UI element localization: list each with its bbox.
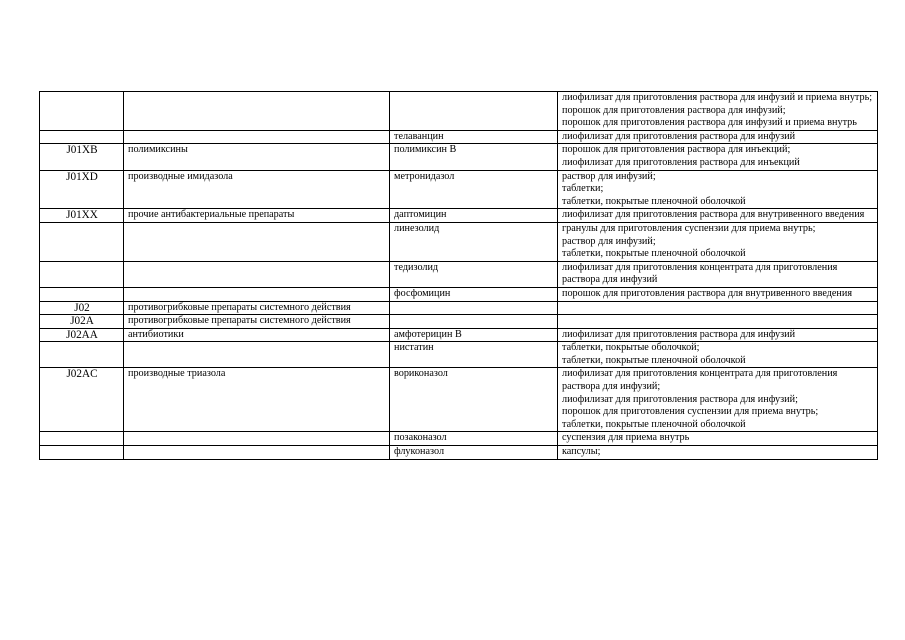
- substance-cell: амфотерицин В: [390, 328, 558, 342]
- group-name-cell: полимиксины: [124, 144, 390, 170]
- atc-code-cell: [40, 432, 124, 446]
- substance-cell: [390, 301, 558, 315]
- table-row: [40, 315, 878, 329]
- group-name-cell: производные триазола: [124, 368, 390, 432]
- substance-cell: полимиксин В: [390, 144, 558, 170]
- atc-code-cell: J01XB: [40, 144, 124, 170]
- atc-code-cell: [40, 446, 124, 460]
- table-row: [40, 446, 878, 460]
- table-row: [40, 287, 878, 301]
- group-name-cell: [124, 342, 390, 368]
- substance-cell: [390, 315, 558, 329]
- group-name-cell: антибиотики: [124, 328, 390, 342]
- table-row: [40, 261, 878, 287]
- dosage-forms-cell: порошок для приготовления раствора для внутривенного введения: [558, 287, 878, 301]
- table-row: [40, 432, 878, 446]
- substance-cell: тедизолид: [390, 261, 558, 287]
- atc-code-cell: J02A: [40, 315, 124, 329]
- atc-code-cell: [40, 130, 124, 144]
- substance-cell: позаконазол: [390, 432, 558, 446]
- atc-code-cell: [40, 342, 124, 368]
- group-name-cell: противогрибковые препараты системного действия: [124, 301, 390, 315]
- atc-code-cell: J02AA: [40, 328, 124, 342]
- substance-cell: нистатин: [390, 342, 558, 368]
- substance-cell: даптомицин: [390, 209, 558, 223]
- table-row: [40, 144, 878, 170]
- atc-code-cell: J01XD: [40, 170, 124, 209]
- group-name-cell: противогрибковые препараты системного действия: [124, 315, 390, 329]
- dosage-forms-cell: лиофилизат для приготовления раствора для инфузий и приема внутрь; порошок для приготовления раствора для инфузий; порошок для приготовления раствора для инфузий и приема внутрь: [558, 92, 878, 131]
- table-row: [40, 301, 878, 315]
- group-name-cell: [124, 130, 390, 144]
- group-name-cell: прочие антибактериальные препараты: [124, 209, 390, 223]
- dosage-forms-cell: раствор для инфузий; таблетки; таблетки, покрытые пленочной оболочкой: [558, 170, 878, 209]
- group-name-cell: [124, 287, 390, 301]
- dosage-forms-cell: суспензия для приема внутрь: [558, 432, 878, 446]
- atc-code-cell: [40, 222, 124, 261]
- atc-code-cell: J01XX: [40, 209, 124, 223]
- group-name-cell: [124, 222, 390, 261]
- group-name-cell: производные имидазола: [124, 170, 390, 209]
- dosage-forms-cell: лиофилизат для приготовления раствора для инфузий: [558, 328, 878, 342]
- table-row: [40, 130, 878, 144]
- group-name-cell: [124, 432, 390, 446]
- dosage-forms-cell: лиофилизат для приготовления концентрата для приготовления раствора для инфузий; лиофилизат для приготовления раствора для инфузий; порошок для приготовления суспензии для приема внутрь; таблетки, покрытые пленочной оболочкой: [558, 368, 878, 432]
- atc-code-cell: [40, 287, 124, 301]
- dosage-forms-cell: лиофилизат для приготовления концентрата для приготовления раствора для инфузий: [558, 261, 878, 287]
- table-row: [40, 170, 878, 209]
- dosage-forms-cell: порошок для приготовления раствора для инъекций; лиофилизат для приготовления раствора для инъекций: [558, 144, 878, 170]
- substance-cell: фосфомицин: [390, 287, 558, 301]
- atc-code-cell: J02: [40, 301, 124, 315]
- dosage-forms-cell: гранулы для приготовления суспензии для приема внутрь; раствор для инфузий; таблетки, покрытые пленочной оболочкой: [558, 222, 878, 261]
- table-row: [40, 222, 878, 261]
- substance-cell: метронидазол: [390, 170, 558, 209]
- atc-code-cell: [40, 92, 124, 131]
- atc-code-cell: J02AC: [40, 368, 124, 432]
- dosage-forms-cell: [558, 315, 878, 329]
- dosage-forms-cell: лиофилизат для приготовления раствора для инфузий: [558, 130, 878, 144]
- substance-cell: флуконазол: [390, 446, 558, 460]
- dosage-forms-cell: таблетки, покрытые оболочкой; таблетки, покрытые пленочной оболочкой: [558, 342, 878, 368]
- substance-cell: линезолид: [390, 222, 558, 261]
- table-row: [40, 209, 878, 223]
- drug-table-body: [40, 92, 878, 460]
- table-row: [40, 368, 878, 432]
- dosage-forms-cell: лиофилизат для приготовления раствора для внутривенного введения: [558, 209, 878, 223]
- group-name-cell: [124, 92, 390, 131]
- substance-cell: [390, 92, 558, 131]
- table-row: [40, 92, 878, 131]
- substance-cell: вориконазол: [390, 368, 558, 432]
- substance-cell: телаванцин: [390, 130, 558, 144]
- table-row: [40, 328, 878, 342]
- group-name-cell: [124, 261, 390, 287]
- dosage-forms-cell: капсулы;: [558, 446, 878, 460]
- group-name-cell: [124, 446, 390, 460]
- dosage-forms-cell: [558, 301, 878, 315]
- table-row: [40, 342, 878, 368]
- drug-table: [39, 91, 878, 460]
- atc-code-cell: [40, 261, 124, 287]
